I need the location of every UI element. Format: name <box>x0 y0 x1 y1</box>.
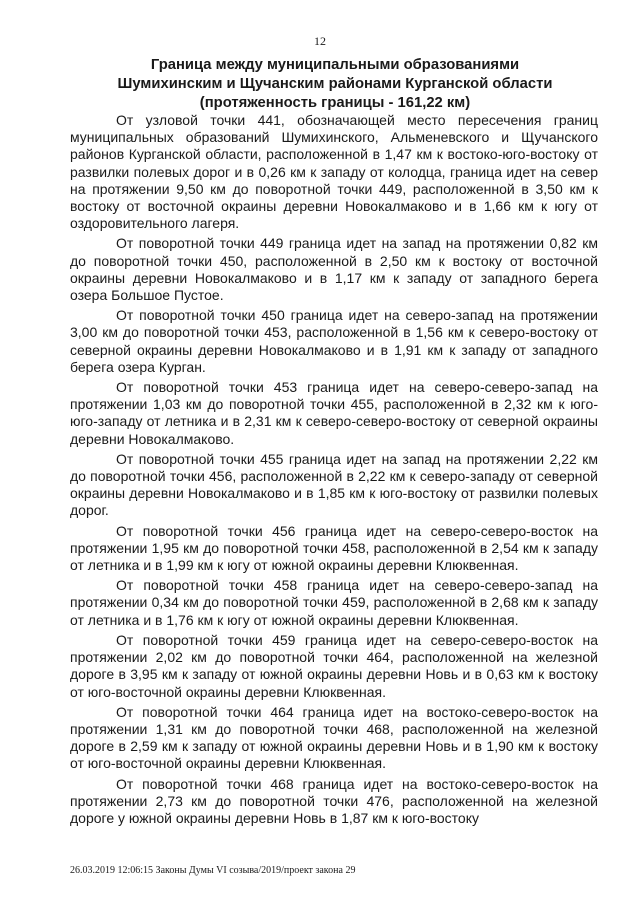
title-line-2: Шумихинским и Щучанским районами Курганской области <box>117 76 553 92</box>
paragraph: От поворотной точки 464 граница идет на востоко-северо-восток на протяжении 1,31 км до поворотной точки 468, расположенной на железной дороге в 2,59 км к западу от южной окраины деревни Новь и в 1,90 км к востоку от юго-восточной окраины деревни Клюквенная. <box>70 703 598 772</box>
paragraph: От поворотной точки 453 граница идет на северо-северо-запад на протяжении 1,03 км до поворотной точки 455, расположенной в 2,32 км к юго-юго-западу от летника и в 2,31 км к северо-северо-востоку от северной окраины деревни Новокалмаково. <box>70 379 598 447</box>
paragraph: От поворотной точки 449 граница идет на запад на протяжении 0,82 км до поворотной точки 450, расположенной в 2,50 км к востоку от восточной окраины деревни Новокалмаково и в 1,17 км к западу от западного берега озера Большое Пустое. <box>70 235 598 304</box>
paragraph: От поворотной точки 459 граница идет на северо-северо-восток на протяжении 2,02 км до поворотной точки 464, расположенной на железной дороге в 3,95 км к западу от южной окраины деревни Новь и в 0,63 км к востоку от юго-восточной окраины деревни Клюквенная. <box>70 631 598 700</box>
paragraph: От поворотной точки 456 граница идет на северо-северо-восток на протяжении 1,95 км до поворотной точки 458, расположенной в 2,54 км к западу от летника и в 1,99 км к югу от южной окраины деревни Клюквенная. <box>70 522 598 574</box>
paragraph: От узловой точки 441, обозначающей место пересечения границ муниципальных образований Шумихинского, Альменевского и Щучанского районов Курганской области, расположенной в 1,47 км к востоко-юго-востоку от развилки полевых дорог и в 0,26 км к западу от колодца, граница идет на север на протяжении 9,50 км до поворотной точки 449, расположенной в 3,50 км к востоку от восточной окраины деревни Новокалмаково и в 1,66 км к югу от оздоровительного лагеря. <box>70 112 598 232</box>
page-number: 12 <box>314 34 326 48</box>
document-footer: 26.03.2019 12:06:15 Законы Думы VI созыва/2019/проект закона 29 <box>70 865 356 876</box>
paragraph: От поворотной точки 458 граница идет на северо-северо-запад на протяжении 0,34 км до поворотной точки 459, расположенной в 2,68 км к западу от летника и в 1,76 км к югу от южной окраины деревни Клюквенная. <box>70 577 598 628</box>
title-line-1: Граница между муниципальными образованиями <box>150 57 520 73</box>
document-body <box>70 112 598 830</box>
paragraph: От поворотной точки 468 граница идет на востоко-северо-восток на протяжении 2,73 км до поворотной точки 476, расположенной на железной дороге у южной окраины деревни Новь в 1,87 км к юго-востоку <box>70 775 598 826</box>
paragraph: От поворотной точки 455 граница идет на запад на протяжении 2,22 км до поворотной точки 456, расположенной в 2,22 км к северо-западу от северной окраины деревни Новокалмаково и в 1,85 км к юго-востоку от развилки полевых дорог. <box>70 450 598 519</box>
paragraph: От поворотной точки 450 граница идет на северо-запад на протяжении 3,00 км до поворотной точки 453, расположенной в 1,56 км к северо-востоку от северной окраины деревни Новокалмаково и в 1,91 км к западу от западного берега озера Курган. <box>70 307 598 375</box>
document-title <box>70 56 600 113</box>
title-line-3: (протяженность границы - 161,22 км) <box>199 95 471 111</box>
